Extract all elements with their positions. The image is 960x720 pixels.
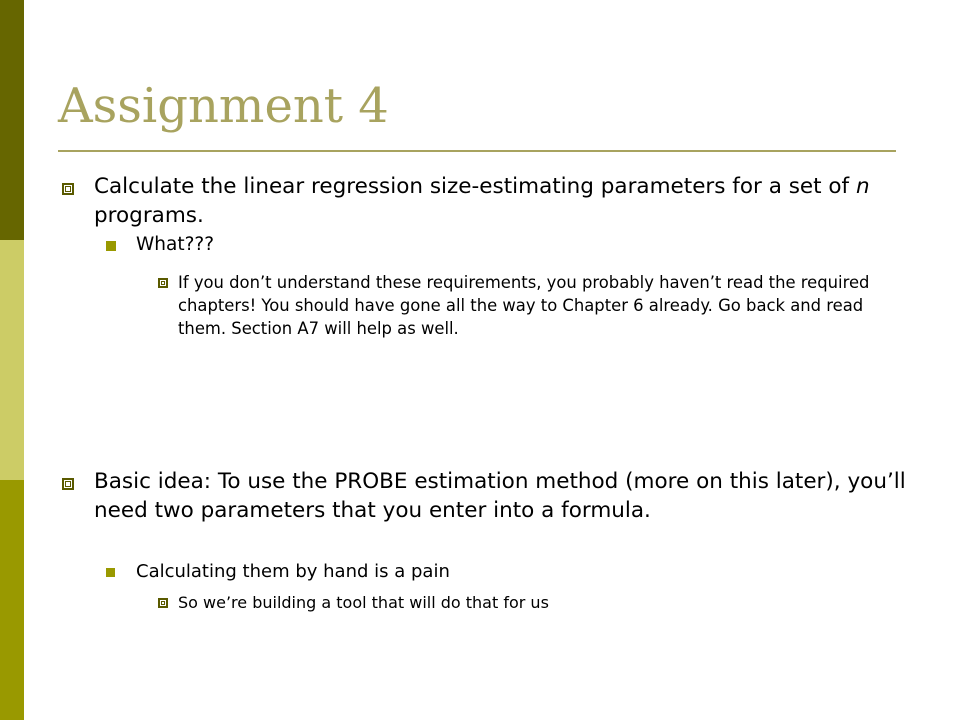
sidebar-accent-middle — [0, 240, 24, 480]
title-underline — [58, 150, 896, 152]
bullet-1-text-emphasis: n — [855, 174, 870, 199]
solid-square-bullet-icon — [106, 568, 115, 577]
bullet-1-sub-text: What??? — [136, 234, 215, 255]
bullet-2-text: Basic idea: To use the PROBE estimation method (more on this later), you’ll need two parameters that you enter into a formula. — [94, 469, 906, 523]
hollow-square-bullet-icon — [62, 478, 74, 490]
sidebar-accent-bottom — [0, 480, 24, 720]
bullet-1-text — [94, 172, 914, 230]
bullet-2-sub-sub-text: So we’re building a tool that will do that for us — [178, 593, 549, 612]
solid-square-bullet-icon — [106, 241, 116, 251]
hollow-square-bullet-icon — [62, 183, 74, 195]
bullet-1-sub-sub-text: If you don’t understand these requirements, you probably haven’t read the required chapters! You should have gone all the way to Chapter 6 already. Go back and read them. Section A7 will help as well. — [178, 273, 870, 338]
bullet-1-text-end: programs. — [94, 203, 204, 228]
hollow-square-bullet-icon — [158, 598, 168, 608]
sidebar-accent-top — [0, 0, 24, 240]
bullet-2-sub-text: Calculating them by hand is a pain — [136, 561, 450, 582]
slide-title: Assignment 4 — [58, 78, 389, 134]
bullet-1-text-start: Calculate the linear regression size-estimating parameters for a set of — [94, 174, 856, 199]
hollow-square-bullet-icon — [158, 278, 168, 288]
